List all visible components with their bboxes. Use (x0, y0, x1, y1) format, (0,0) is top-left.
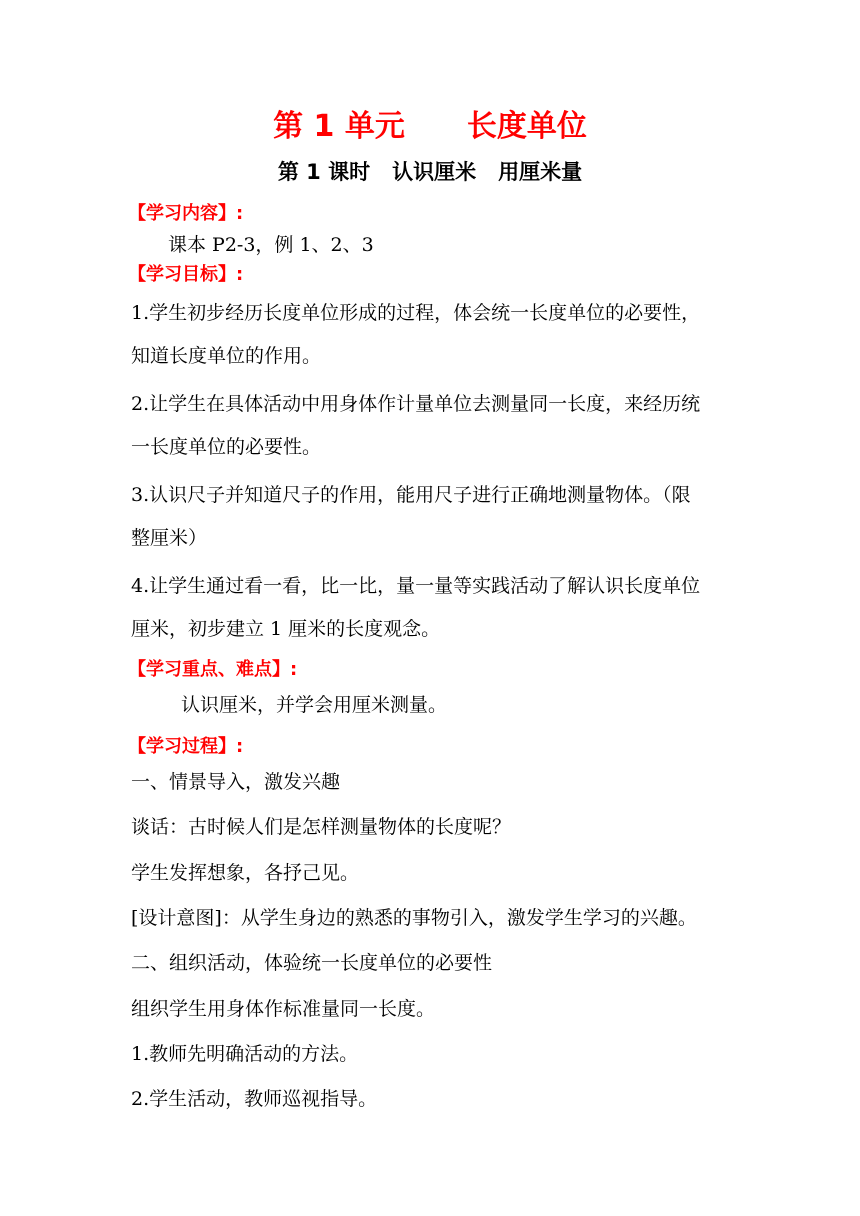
content-heading: 【学习内容】: (128, 203, 244, 224)
key-points-text: 认识厘米，并学会用厘米测量。 (181, 694, 448, 716)
goal-1-line-2: 知道长度单位的作用。 (131, 345, 322, 367)
subtitle-topic-1: 认识厘米 (392, 160, 477, 184)
goals-heading: 【学习目标】: (128, 264, 244, 285)
goal-1-line-1: 1.学生初步经历长度单位形成的过程，体会统一长度单位的必要性， (131, 302, 701, 324)
title-unit: 第 1 单元 (273, 109, 405, 144)
lesson-subtitle (0, 158, 860, 186)
process-line-2: 谈话：古时候人们是怎样测量物体的长度呢？ (131, 816, 512, 838)
subtitle-topic-2: 用厘米量 (498, 160, 583, 184)
process-line-7: 1.教师先明确活动的方法。 (131, 1043, 359, 1065)
key-points-heading: 【学习重点、难点】: (128, 659, 298, 680)
process-line-6: 组织学生用身体作标准量同一长度。 (131, 998, 436, 1020)
goal-2-line-1: 2.让学生在具体活动中用身体作计量单位去测量同一长度，来经历统 (131, 393, 701, 415)
document-title (0, 108, 860, 146)
goal-4-line-1: 4.让学生通过看一看，比一比，量一量等实践活动了解认识长度单位 (131, 575, 701, 597)
subtitle-lesson: 第 1 课时 (277, 160, 371, 184)
goal-4-line-2: 厘米，初步建立 1 厘米的长度观念。 (131, 618, 441, 640)
process-line-8: 2.学生活动，教师巡视指导。 (131, 1088, 378, 1110)
process-heading: 【学习过程】: (128, 736, 244, 757)
content-text: 课本 P2-3，例 1、2、3 (168, 234, 374, 256)
goal-3-line-1: 3.认识尺子并知道尺子的作用，能用尺子进行正确地测量物体。（限 (131, 484, 691, 506)
goal-2-line-2: 一长度单位的必要性。 (131, 436, 322, 458)
goal-3-line-2: 整厘米） (131, 527, 208, 549)
process-line-1: 一、情景导入，激发兴趣 (131, 771, 341, 793)
process-line-4: [设计意图]：从学生身边的熟悉的事物引入，激发学生学习的兴趣。 (131, 907, 697, 929)
title-topic: 长度单位 (466, 109, 587, 144)
process-line-5: 二、组织活动，体验统一长度单位的必要性 (131, 952, 493, 974)
process-line-3: 学生发挥想象，各抒己见。 (131, 862, 360, 884)
